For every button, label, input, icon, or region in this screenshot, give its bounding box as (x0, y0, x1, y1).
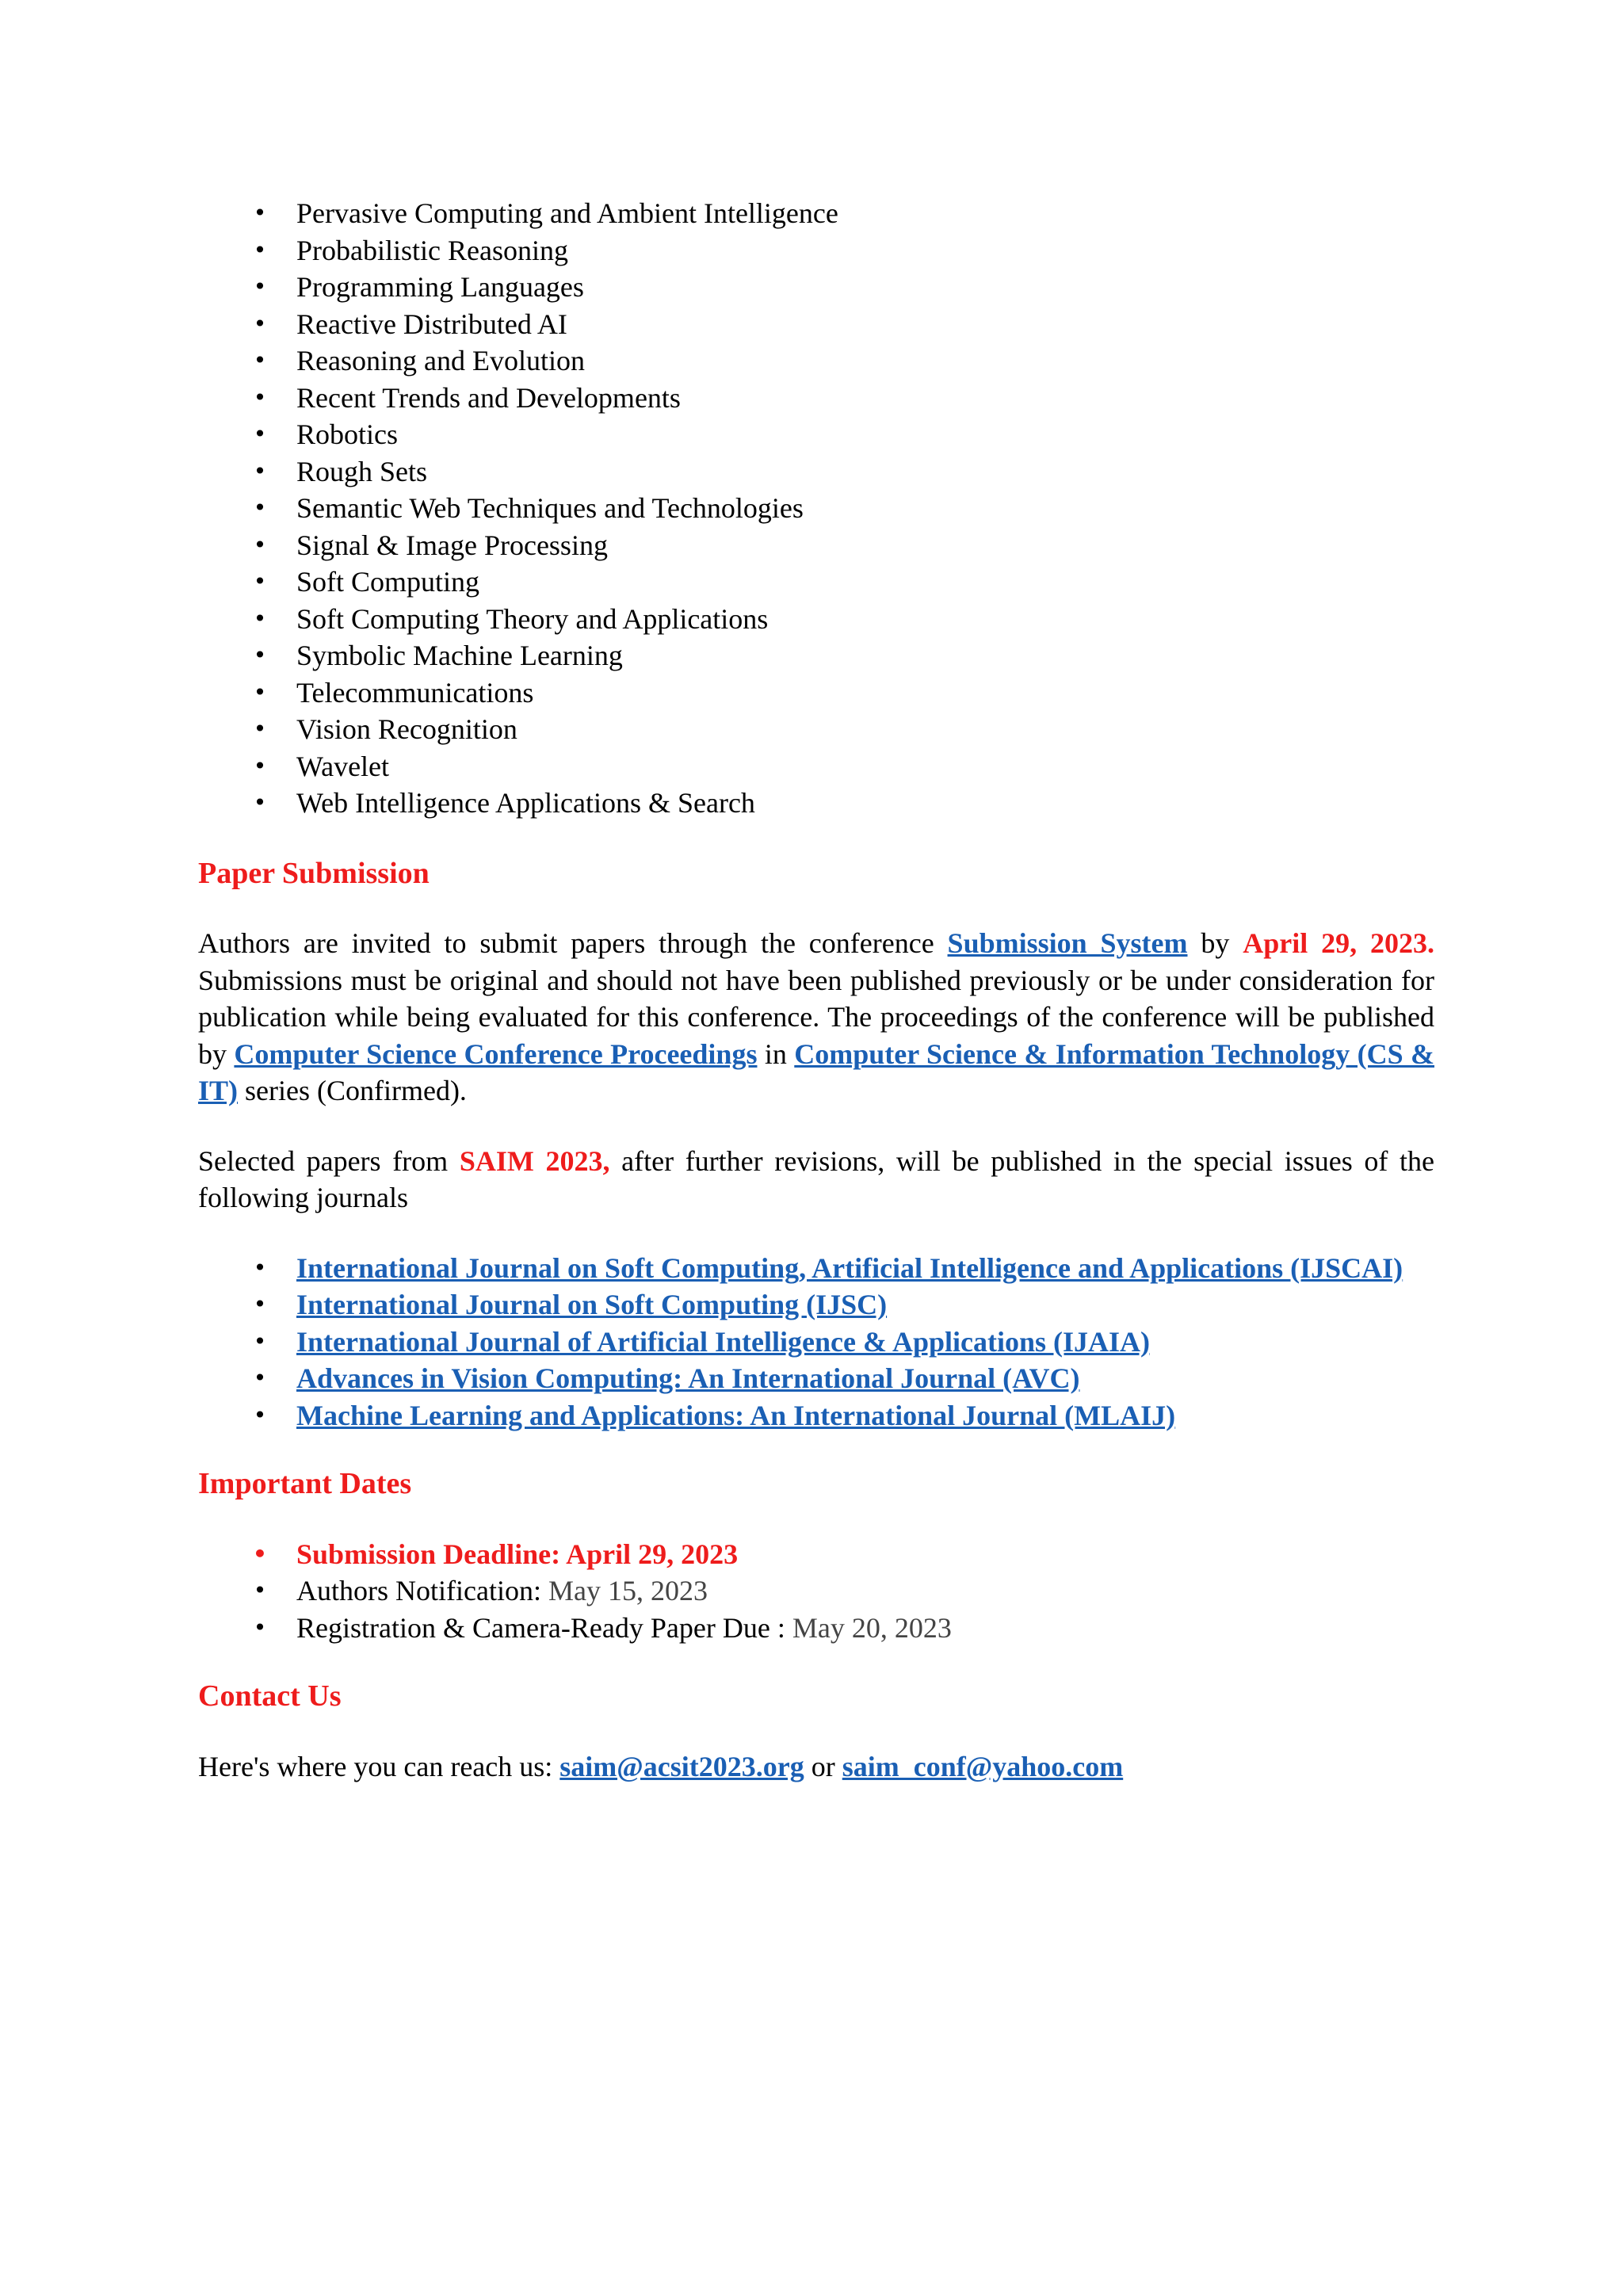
list-item: • Pervasive Computing and Ambient Intelligence (198, 195, 1434, 232)
notification-date: May 15, 2023 (548, 1575, 708, 1606)
bullet-icon: • (253, 1540, 267, 1567)
bullet-icon: • (253, 273, 267, 300)
bullet-icon: • (253, 678, 267, 705)
bullet-icon: • (253, 789, 267, 816)
list-item: • Programming Languages (198, 269, 1434, 306)
submission-paragraph: Authors are invited to submit papers through the conference Submission System by April 29, 2023. Submissions must be original and should not have been published previously or be under consideration for publication while being evaluated for this conference. The proceedings of the conference will be published by Computer Science Conference Proceedings in Computer Science & Information Technology (CS & IT) series (Confirmed). (198, 927, 1434, 1106)
contact-heading: Contact Us (198, 1679, 342, 1713)
csit-link[interactable]: Computer Science & Information Technology (CS & IT) (198, 1037, 1434, 1106)
journal-link-avc[interactable]: Advances in Vision Computing: An International Journal (AVC) (296, 1362, 1080, 1394)
list-item (198, 1286, 1434, 1324)
bullet-icon: • (253, 421, 267, 447)
bullet-icon: • (253, 752, 267, 779)
list-item (198, 1360, 1434, 1397)
contact-paragraph: Here's where you can reach us: saim@acsit2023.org or saim_conf@yahoo.com (198, 1750, 1124, 1782)
list-item: • Soft Computing (198, 563, 1434, 601)
bullet-icon: • (253, 347, 267, 373)
cscp-link[interactable]: Computer Science Conference Proceedings (234, 1037, 758, 1070)
list-item: • Vision Recognition (198, 711, 1434, 748)
topics-list (198, 195, 1434, 822)
list-item: • Authors Notification: May 15, 2023 (198, 1572, 1434, 1610)
bullet-icon: • (253, 200, 267, 226)
list-item: • Rough Sets (198, 453, 1434, 491)
list-item: • Soft Computing Theory and Applications (198, 601, 1434, 638)
journals-list (198, 1250, 1434, 1435)
bullet-icon: • (253, 310, 267, 337)
list-item (198, 1250, 1434, 1287)
bullet-icon: • (253, 1254, 267, 1281)
email-link-primary[interactable]: saim@acsit2023.org (559, 1750, 804, 1782)
bullet-icon: • (253, 1401, 267, 1428)
paper-submission-heading: Paper Submission (198, 856, 430, 890)
bullet-icon: • (253, 1614, 267, 1641)
camera-ready-date: May 20, 2023 (792, 1611, 952, 1644)
journal-link-ijsc[interactable]: International Journal on Soft Computing (IJSC) (296, 1289, 888, 1320)
submission-deadline: Submission Deadline: April 29, 2023 (296, 1538, 739, 1570)
list-item: • Wavelet (198, 748, 1434, 785)
bullet-icon: • (253, 1577, 267, 1603)
list-item: • Robotics (198, 416, 1434, 453)
journal-link-ijscai[interactable]: International Journal on Soft Computing, Artificial Intelligence and Applications (IJSCAI) (296, 1251, 1403, 1284)
bullet-icon: • (253, 1365, 267, 1391)
list-item: • Symbolic Machine Learning (198, 637, 1434, 674)
dates-list (198, 1536, 1434, 1647)
list-item: • Telecommunications (198, 674, 1434, 712)
list-item (198, 1397, 1434, 1435)
selected-papers-paragraph: Selected papers from SAIM 2023, after further revisions, will be published in the special issues of the following journals (198, 1144, 1434, 1213)
submission-system-link[interactable]: Submission System (947, 927, 1188, 959)
conference-name: SAIM 2023, (459, 1144, 610, 1177)
important-dates-heading: Important Dates (198, 1467, 412, 1500)
list-item: • Reactive Distributed AI (198, 306, 1434, 343)
submission-deadline-inline: April 29, 2023. (1243, 927, 1434, 959)
bullet-icon: • (253, 531, 267, 558)
email-link-secondary[interactable]: saim_conf@yahoo.com (842, 1750, 1124, 1782)
list-item: • Registration & Camera-Ready Paper Due : May 20, 2023 (198, 1610, 1434, 1647)
list-item: • Signal & Image Processing (198, 527, 1434, 564)
list-item: • Recent Trends and Developments (198, 380, 1434, 417)
list-item: • Reasoning and Evolution (198, 342, 1434, 380)
document-page (198, 195, 1434, 1785)
bullet-icon: • (253, 384, 267, 411)
list-item (198, 1536, 1434, 1573)
bullet-icon: • (253, 457, 267, 484)
journal-link-ijaia[interactable]: International Journal of Artificial Intelligence & Applications (IJAIA) (296, 1325, 1150, 1358)
bullet-icon: • (253, 495, 267, 521)
bullet-icon: • (253, 605, 267, 632)
bullet-icon: • (253, 1291, 267, 1317)
list-item: • Semantic Web Techniques and Technologies (198, 490, 1434, 527)
list-item: • Probabilistic Reasoning (198, 232, 1434, 269)
list-item: • Web Intelligence Applications & Search (198, 785, 1434, 822)
bullet-icon: • (253, 1328, 267, 1354)
bullet-icon: • (253, 642, 267, 668)
journal-link-mlaij[interactable]: Machine Learning and Applications: An International Journal (MLAIJ) (296, 1399, 1176, 1431)
list-item (198, 1324, 1434, 1361)
bullet-icon: • (253, 568, 267, 594)
bullet-icon: • (253, 236, 267, 263)
bullet-icon: • (253, 716, 267, 742)
